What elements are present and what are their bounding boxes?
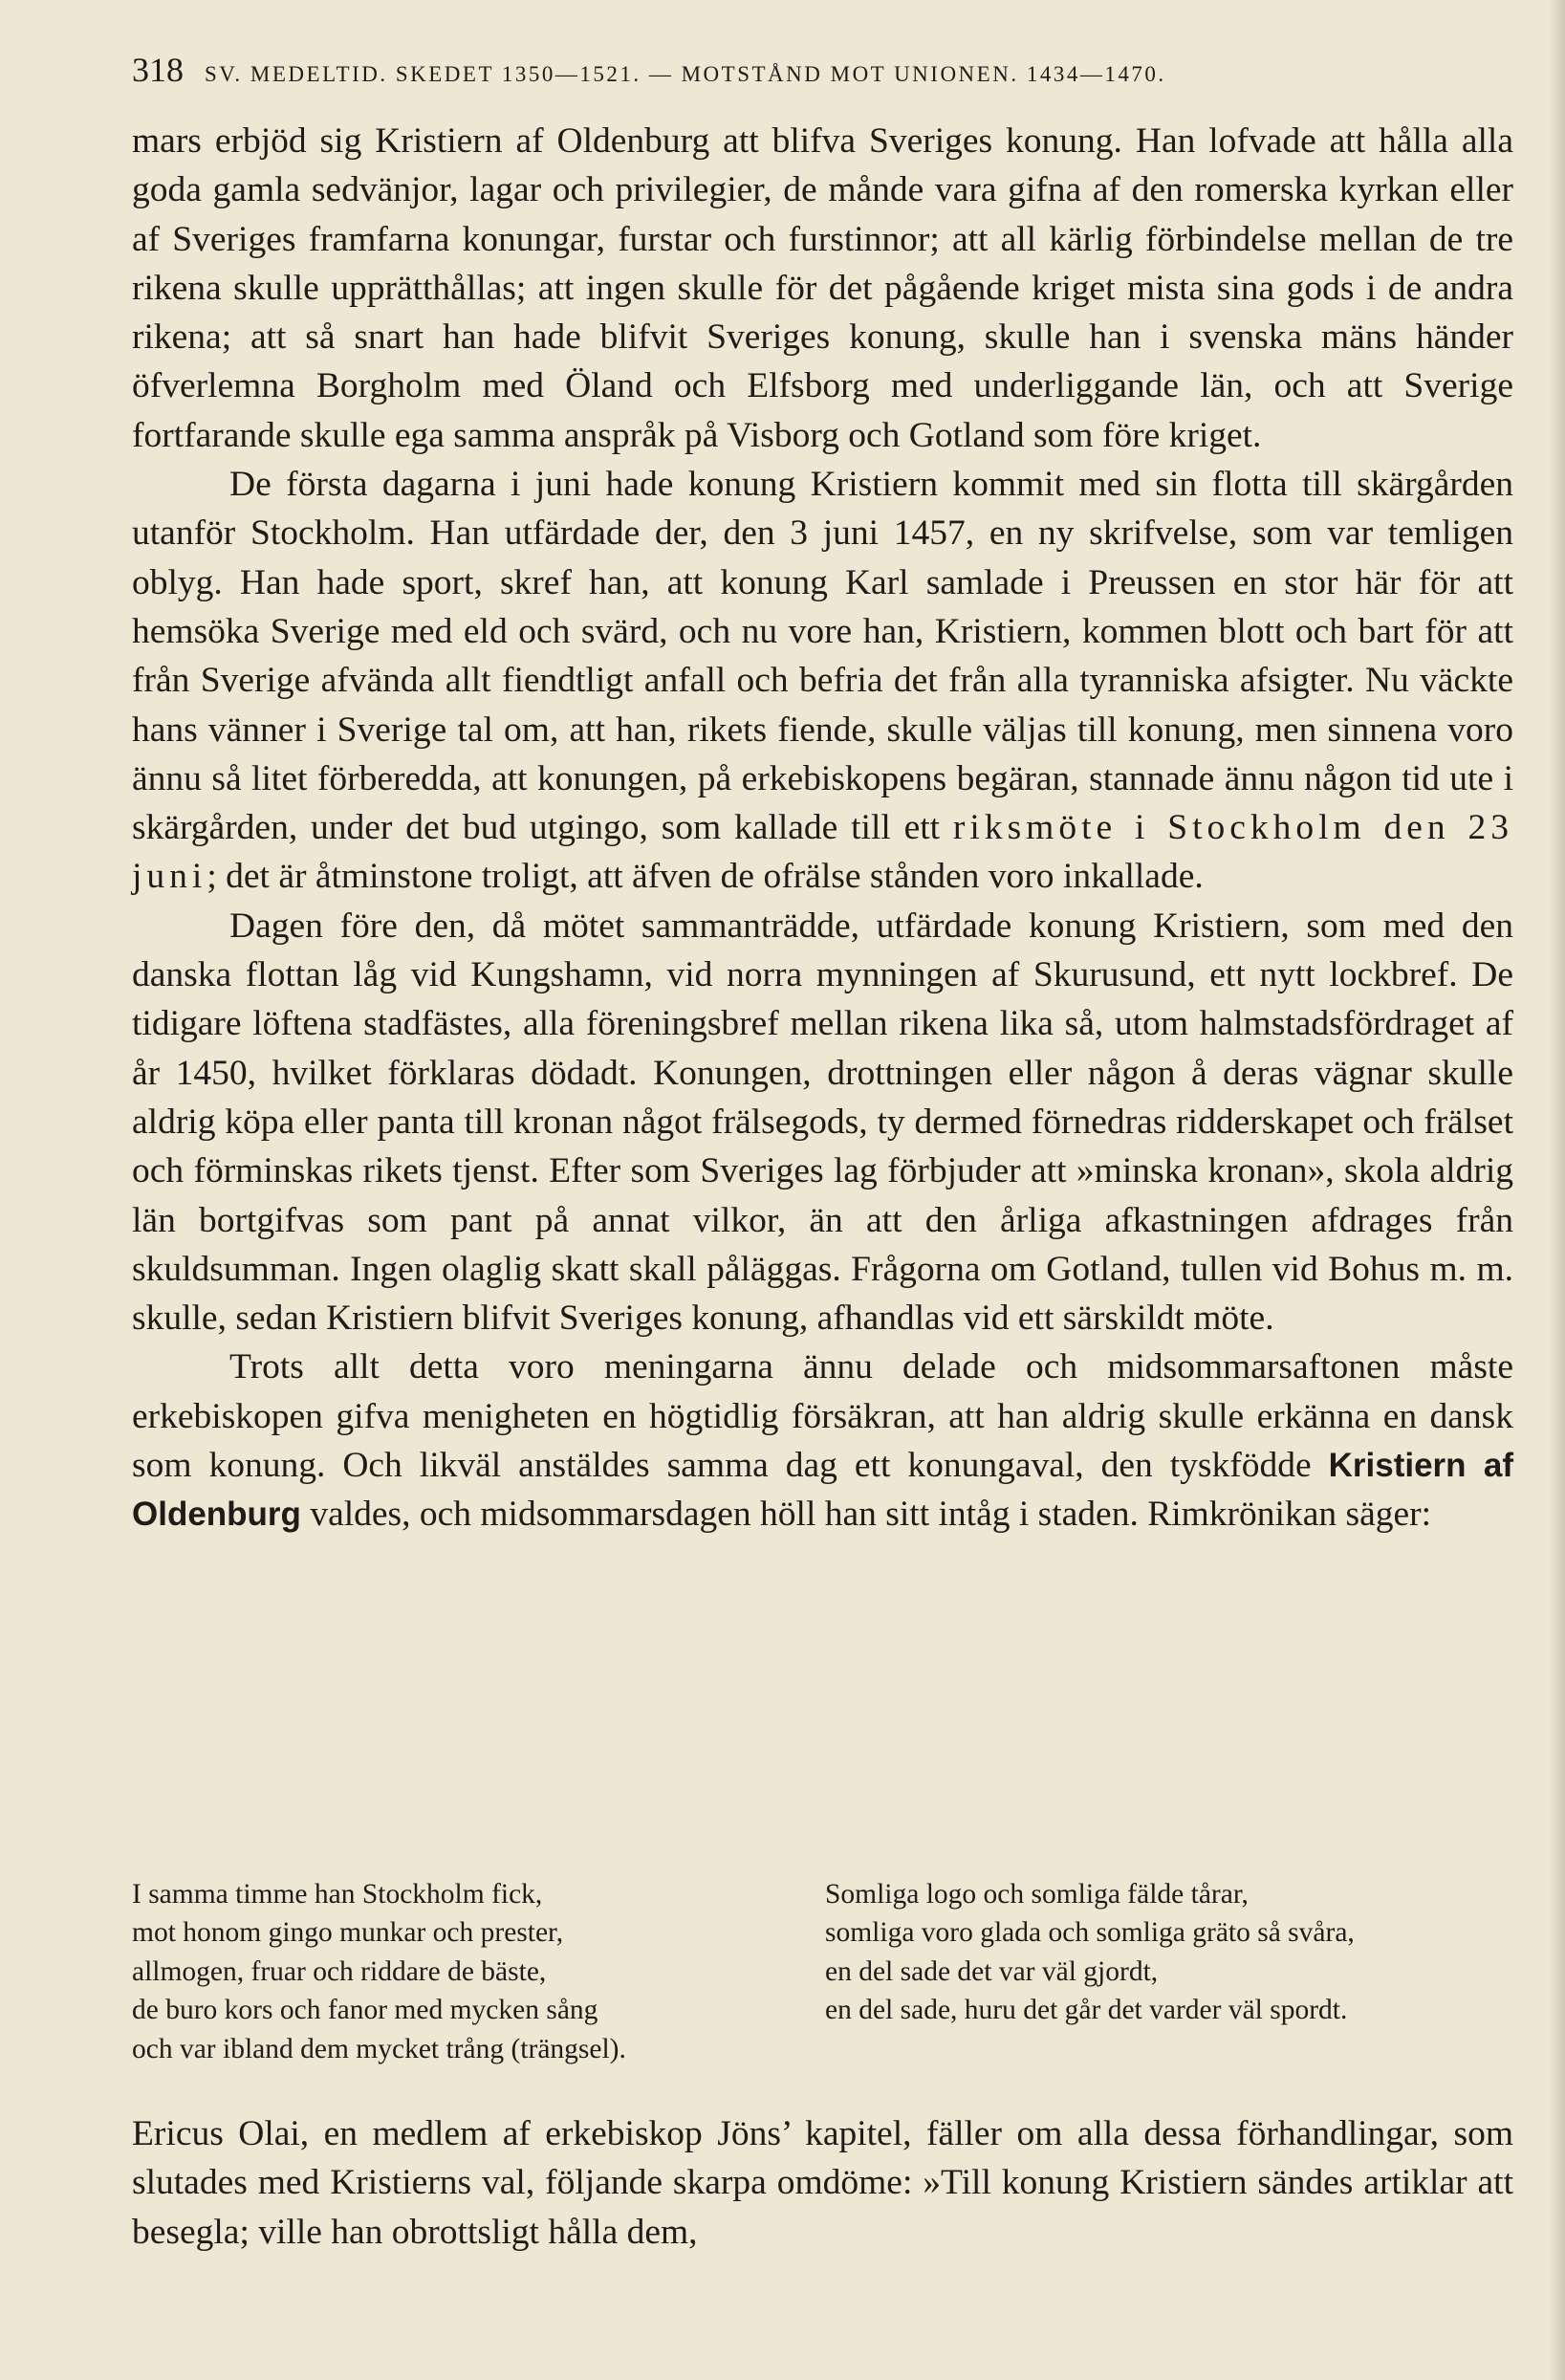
poem-line: och var ibland dem mycket trång (trängsel).	[132, 2033, 626, 2064]
paragraph-3: Dagen före den, då mötet sammanträdde, utfärdade konung Kristiern, som med den danska flottan låg vid Kungshamn, vid norra mynningen af Skurusund, ett nytt lockbref. De tidigare löftena stadfästes, alla föreningsbref mellan rikena lika så, utom halmstadsfördraget af år 1450, hvilket förklaras dödadt. Konungen, drottningen eller någon å deras vägnar skulle aldrig köpa eller panta till kronan något frälsegods, ty dermed förnedras ridderskapet och frälset och förminskas rikets tjenst. Efter som Sveriges lag förbjuder att »minska kronan», skola aldrig län bortgifvas som pant på annat vilkor, än att den årliga afkastningen afdrages från skuldsumman. Ingen olaglig skatt skall påläggas. Frågorna om Gotland, tullen vid Bohus m. m. skulle, sedan Kristiern blifvit Sveriges konung, afhandlas vid ett särskildt möte.	[132, 906, 1513, 1339]
running-head: SV. MEDELTID. SKEDET 1350—1521. — MOTSTÅND MOT UNIONEN. 1434—1470.	[205, 62, 1166, 86]
paragraph-2-spaced-emphasis: riksmöte i Stockholm den 23 juni	[132, 808, 1513, 897]
rimkronika-quote	[132, 1875, 1513, 2068]
poem-line: Somliga logo och somliga fälde tårar,	[825, 1879, 1249, 1910]
poem-right-column	[825, 1875, 1513, 2068]
poem-line: I samma timme han Stockholm fick,	[132, 1879, 543, 1910]
paragraph-4-bold-name: Kristiern af Oldenburg	[132, 1447, 1513, 1534]
paragraph-5: Ericus Olai, en medlem af erkebiskop Jöns’ kapitel, fäller om alla dessa förhandlingar, som slutades med Kristierns val, följande skarpa omdöme: »Till konung Kristiern sändes artiklar att besegla; ville han obrottsligt hålla dem,	[132, 2114, 1513, 2252]
poem-line: somliga voro glada och somliga gräto så svåra,	[825, 1917, 1355, 1949]
paragraph-4-text-after: valdes, och midsommarsdagen höll han sitt intåg i staden. Rimkrönikan säger:	[300, 1495, 1432, 1535]
poem-line: en del sade det var väl gjordt,	[825, 1955, 1159, 1987]
paragraph-2-text-after: ; det är åtminstone troligt, att äfven de ofrälse stånden voro inkallade.	[206, 857, 1204, 897]
paragraph-4-text-before: Trots allt detta voro meningarna ännu delade och midsommarsaftonen måste erkebiskopen gifva menigheten en högtidlig försäkran, att han aldrig skulle erkänna en dansk som konung. Och likväl anstäldes samma dag ett konungaval, den tyskfödde	[132, 1347, 1513, 1486]
poem-line: allmogen, fruar och riddare de bäste,	[132, 1955, 547, 1987]
paragraph-2-text-before: De första dagarna i juni hade konung Kristiern kommit med sin flotta till skärgården utanför Stockholm. Han utfärdade der, den 3 juni 1457, en ny skrifvelse, som var temligen oblyg. Han hade sport, skref han, att konung Karl samlade i Preussen en stor här för att hemsöka Sverige med eld och svärd, och nu vore han, Kristiern, kommen blott och bart för att från Sverige afvända allt fiendtligt anfall och befria det från alla tyranniska afsigter. Nu väckte hans vänner i Sverige tal om, att han, rikets fiende, skulle väljas till konung, men sinnena voro ännu så litet förberedda, att konungen, på erkebiskopens begäran, stannade ännu någon tid ute i skärgården, under det bud utgingo, som kallade till ett	[132, 465, 1513, 848]
body-text	[132, 117, 1513, 1539]
poem-line: en del sade, huru det går det varder väl spordt.	[825, 1995, 1348, 2026]
paragraph-1: mars erbjöd sig Kristiern af Oldenburg att blifva Sveriges konung. Han lofvade att hålla alla goda gamla sedvänjor, lagar och privilegier, de månde vara gifna af den romerska kyrkan eller af Sveriges framfarna konungar, furstar och furstinnor; att all kärlig förbindelse mellan de tre rikena skulle upprätthållas; att ingen skulle för det pågående kriget mista sina gods i de andra rikena; att så snart han hade blifvit Sveriges konung, skulle han i svenska mäns händer öfverlemna Borgholm med Öland och Elfsborg med underliggande län, och att Sverige fortfarande skulle ega samma anspråk på Visborg och Gotland som före kriget.	[132, 121, 1513, 455]
poem-line: mot honom gingo munkar och prester,	[132, 1917, 564, 1949]
poem-left-column	[132, 1875, 801, 2068]
paragraph-2	[132, 460, 1513, 902]
closing-text	[132, 2109, 1513, 2257]
page-edge-shadow	[1548, 0, 1565, 2380]
poem-line: de buro kors och fanor med mycken sång	[132, 1995, 598, 2026]
page-number: 318	[132, 51, 184, 89]
page-header	[132, 50, 1518, 103]
paragraph-4	[132, 1343, 1513, 1539]
